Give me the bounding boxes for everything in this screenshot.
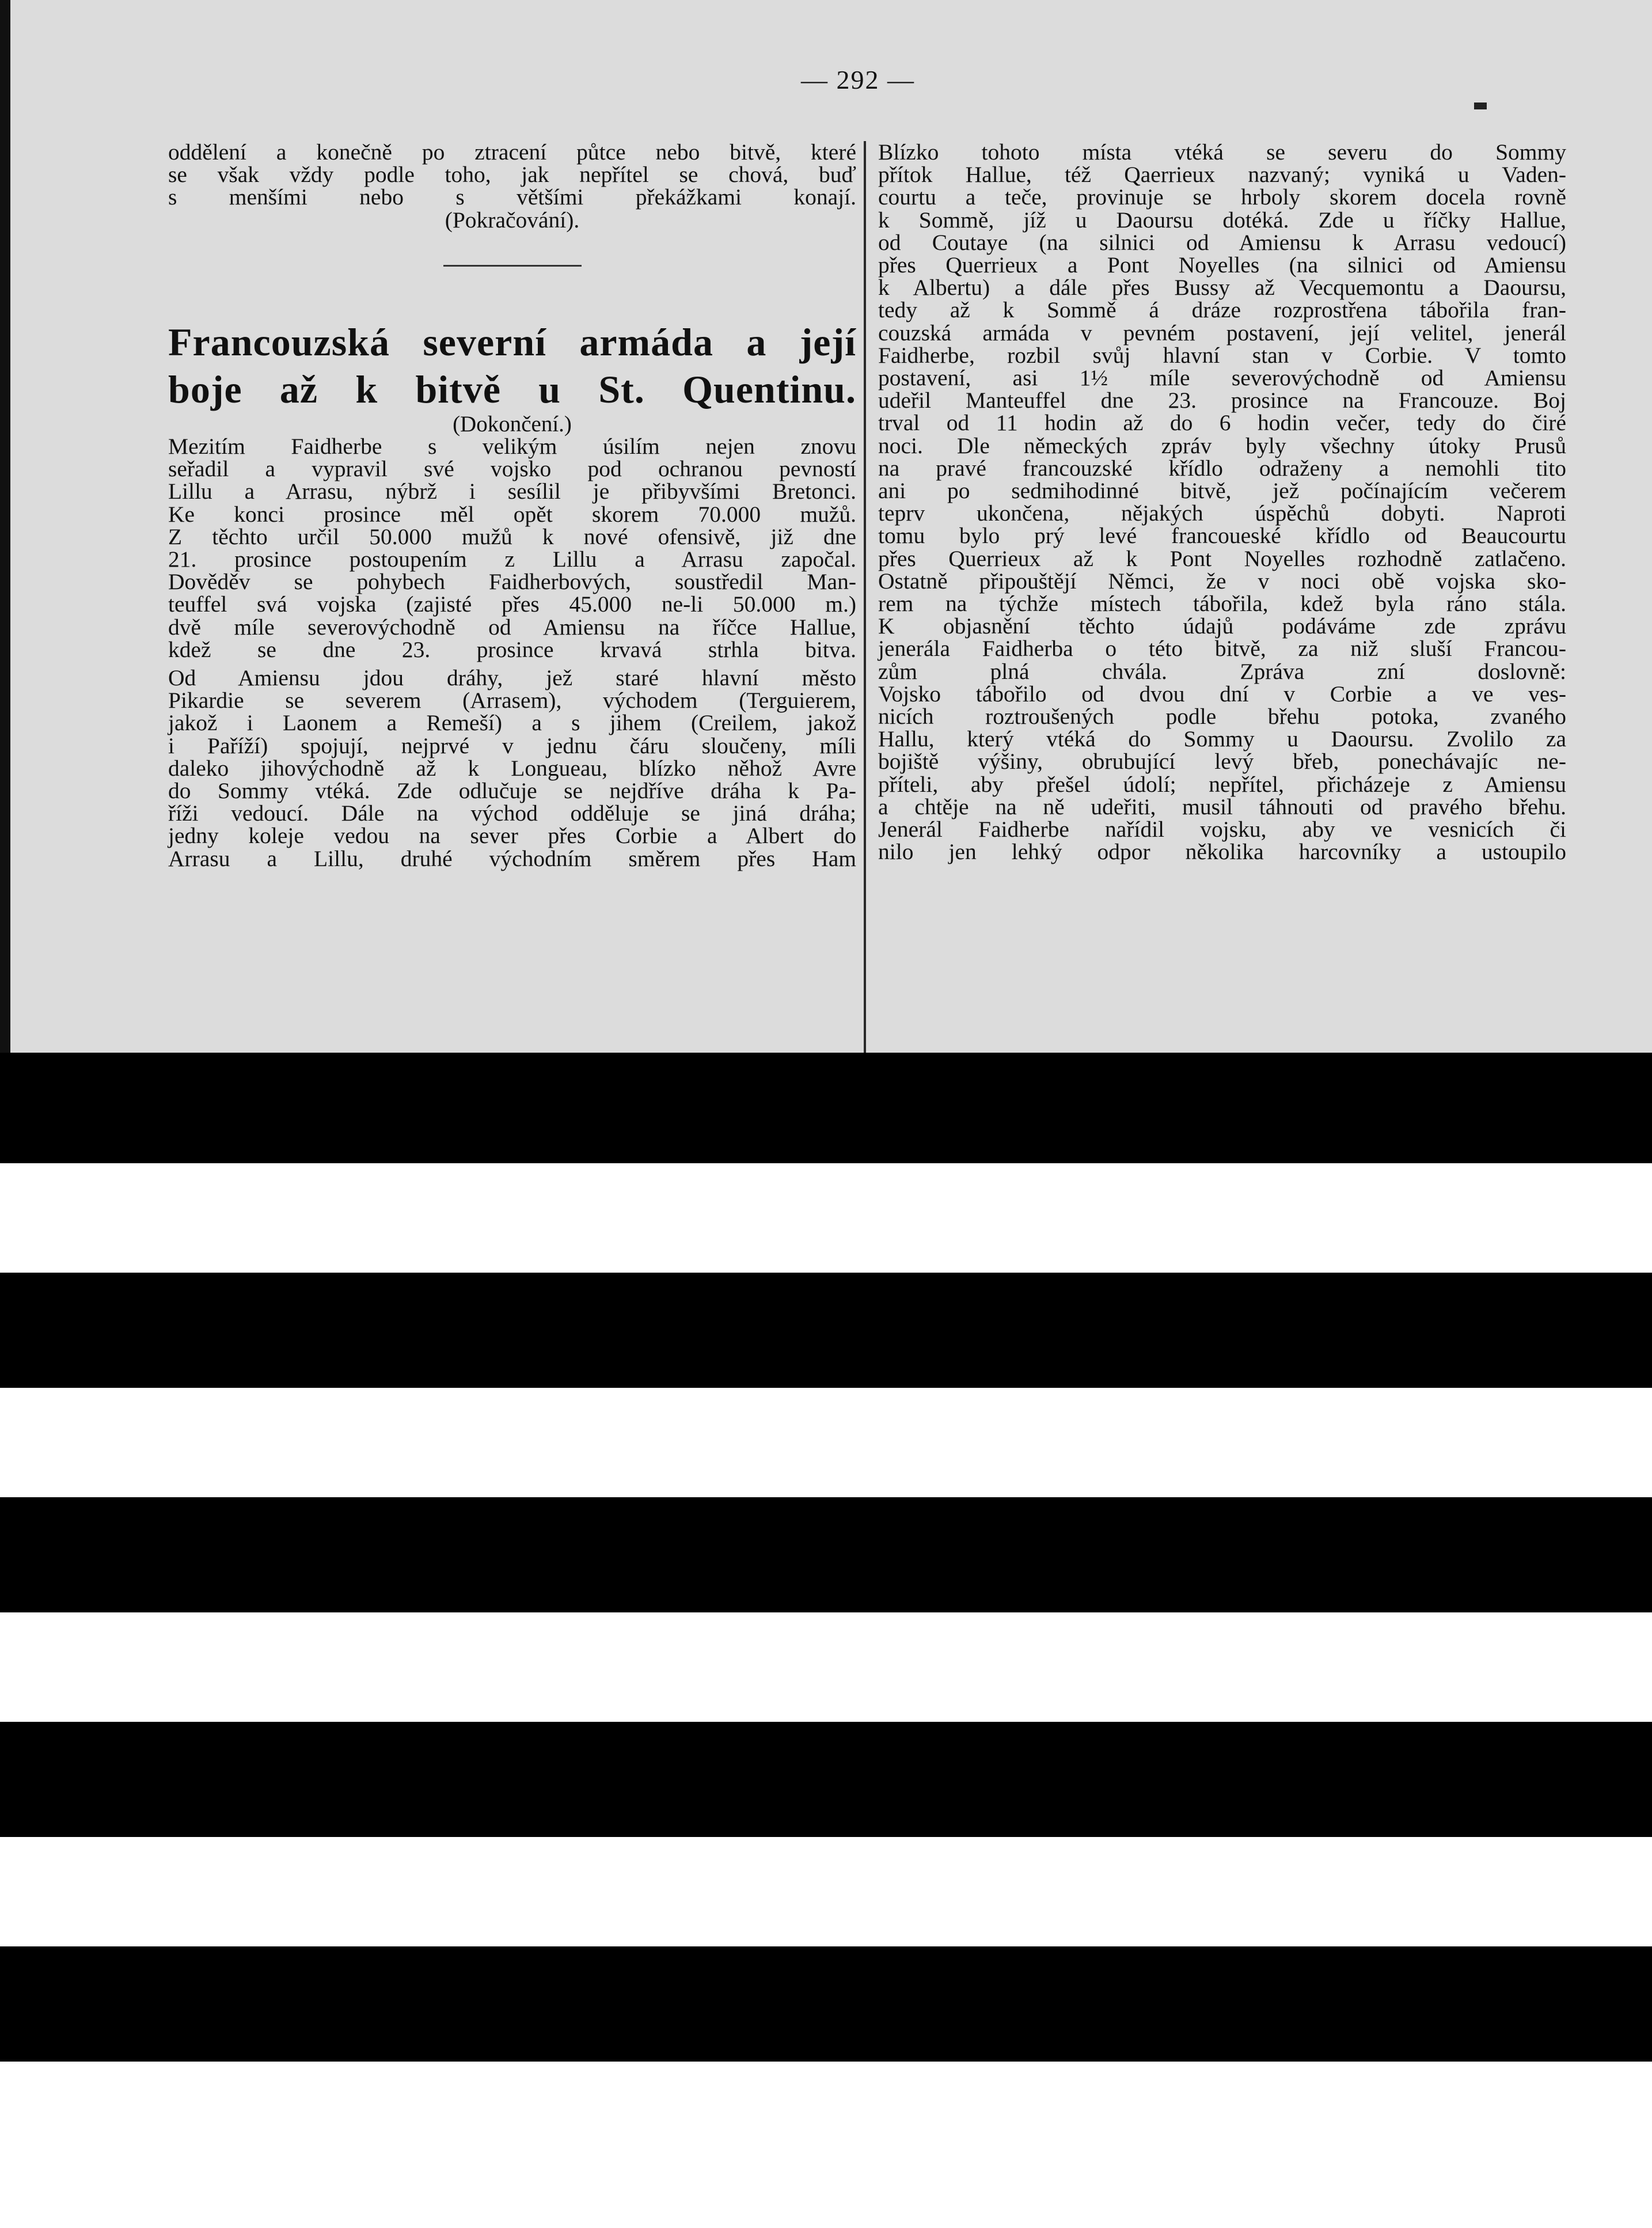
text-line: teprv ukončena, nějakých úspěchů dobyti. Naproti — [878, 500, 1566, 526]
text-line: Lillu a Arrasu, nýbrž i sesílil je přibyvšími Bretonci. — [168, 479, 856, 504]
text-line: bojiště výšiny, obrubující levý břeb, ponechávajíc ne- — [878, 749, 1566, 775]
text-line: trval od 11 hodin až do 6 hodin večer, tedy do čiré — [878, 410, 1566, 436]
article-headline — [168, 318, 856, 413]
text-line: k Albertu) a dále přes Bussy až Vecquemontu a Daoursu, — [878, 275, 1566, 301]
body-paragraph — [878, 615, 1566, 683]
section-divider — [443, 265, 582, 267]
text-line: teuffel svá vojska (zajisté přes 45.000 ne-li 50.000 m.) — [168, 591, 856, 617]
text-line: příteli, aby přešel údolí; nepřítel, přicházeje z Amiensu — [878, 771, 1566, 797]
text-line: Ke konci prosince měl opět skorem 70.000 mužů. — [168, 501, 856, 527]
body-paragraph — [168, 667, 856, 870]
text-line: oddělení a konečně po ztracení půtce nebo bitvě, které — [168, 139, 856, 165]
text-line: Blízko tohoto místa vtéká se severu do Sommy — [878, 139, 1566, 165]
text-line: i Paříží) spojují, nejprvé v jednu čáru sloučeny, míli — [168, 732, 856, 758]
text-line: nicích roztroušených podle břehu potoka, zvaného — [878, 704, 1566, 730]
text-line: Faidherbe, rozbil svůj hlavní stan v Corbie. V tomto — [878, 342, 1566, 368]
text-line: ani po sedmihodinné bitvě, jež počínajícím večerem — [878, 478, 1566, 504]
render-artifact-stripe — [0, 2062, 1652, 2228]
text-line: postavení, asi 1½ míle severovýchodně od Amiensu — [878, 365, 1566, 391]
text-line: udeřil Manteuffel dne 23. prosince na Francouze. Boj — [878, 388, 1566, 413]
text-line: říži vedoucí. Dále na východ odděluje se jiná dráha; — [168, 800, 856, 826]
text-line: přes Querrieux až k Pont Noyelles rozhodně zatlačeno. — [878, 545, 1566, 571]
left-column — [168, 141, 856, 870]
text-line: Arrasu a Lillu, druhé východním směrem přes Ham — [168, 845, 856, 871]
text-line: do Sommy vtéká. Zde odlučuje se nejdříve dráha k Pa- — [168, 778, 856, 804]
render-artifact-stripe — [0, 1163, 1652, 1273]
headline-line: boje až k bitvě u St. Quentinu. — [168, 367, 856, 411]
text-line: Jenerál Faidherbe nařídil vojsku, aby ve vesnicích či — [878, 817, 1566, 842]
text-line: jakož i Laonem a Remeší) a s jihem (Creilem, jakož — [168, 710, 856, 736]
text-line: couzská armáda v pevném postavení, její velitel, jenerál — [878, 320, 1566, 346]
text-line: courtu a teče, provinuje se hrboly skorem docela rovně — [878, 184, 1566, 210]
text-line: daleko jihovýchodně až k Longueau, blízko něhož Avre — [168, 755, 856, 781]
column-rule — [864, 141, 866, 1053]
text-line: Od Amiensu jdou dráhy, jež staré hlavní město — [168, 665, 856, 691]
render-artifact-stripe — [0, 1837, 1652, 1946]
text-line: noci. Dle německých zpráv byly všechny útoky Prusů — [878, 432, 1566, 458]
body-paragraph — [878, 141, 1566, 615]
text-line: s menšími nebo s většími překážkami konají. — [168, 184, 856, 210]
page-number: — 292 — — [801, 65, 915, 94]
text-line: od Coutaye (na silnici od Amiensu k Arrasu vedoucí) — [878, 229, 1566, 255]
text-line: k Sommě, jíž u Daoursu dotéká. Zde u říčky Hallue, — [878, 207, 1566, 233]
text-line: Mezitím Faidherbe s velikým úsilím nejen znovu — [168, 434, 856, 460]
text-line: tedy až k Sommě á dráze rozprostřena tábořila fran- — [878, 297, 1566, 323]
text-line: jedny koleje vedou na sever přes Corbie a Albert do — [168, 823, 856, 849]
text-line: přes Querrieux a Pont Noyelles (na silnici od Amiensu — [878, 252, 1566, 278]
text-line: rem na týchže místech tábořila, kdež byla ráno stála. — [878, 591, 1566, 617]
text-line: dvě míle severovýchodně od Amiensu na říčce Hallue, — [168, 614, 856, 640]
text-line: K objasnění těchto údajů podáváme zde zprávu — [878, 613, 1566, 639]
text-line: Dověděv se pohybech Faidherbových, soustředil Man- — [168, 569, 856, 595]
article-dek: (Dokončení.) — [453, 411, 572, 437]
text-line: na pravé francouzské křídlo odraženy a nemohli tito — [878, 455, 1566, 481]
text-line: přítok Hallue, též Qaerrieux nazvaný; vyniká u Vaden- — [878, 162, 1566, 188]
continued-note: (Pokračování). — [445, 207, 580, 233]
text-line: nilo jen lehký odpor několika harcovníky a ustoupilo — [878, 839, 1566, 865]
ink-mark — [1474, 103, 1487, 109]
text-line: se však vždy podle toho, jak nepřítel se chová, buď — [168, 162, 856, 188]
text-line: 21. prosince postoupením z Lillu a Arrasu započal. — [168, 546, 856, 572]
text-line: kdež se dne 23. prosince krvavá strhla bitva. — [168, 636, 856, 662]
render-artifact-stripe — [0, 1388, 1652, 1497]
body-paragraph — [168, 435, 856, 661]
text-line: jenerála Faidherba o této bitvě, za niž sluší Francou- — [878, 636, 1566, 662]
intro-paragraph — [168, 141, 856, 209]
text-line: Ostatně připouštějí Němci, že v noci obě vojska sko- — [878, 568, 1566, 594]
headline-line: Francouzská severní armáda a její — [168, 320, 856, 364]
text-line: Vojsko tábořilo od dvou dní v Corbie a ve ves- — [878, 681, 1566, 707]
render-artifact-stripe — [0, 1612, 1652, 1722]
text-line: seřadil a vypravil své vojsko pod ochranou pevností — [168, 456, 856, 482]
scanned-page — [0, 0, 1652, 1053]
text-line: Hallu, který vtéká do Sommy u Daoursu. Zvolilo za — [878, 726, 1566, 752]
text-line: Z těchto určil 50.000 mužů k nové ofensivě, již dne — [168, 523, 856, 549]
scan-edge-shadow — [0, 0, 10, 1053]
text-line: Pikardie se severem (Arrasem), východem (Terguierem, — [168, 688, 856, 713]
text-line: tomu bylo prý levé francoueské křídlo od Beaucourtu — [878, 523, 1566, 549]
text-line: a chtěje na ně udeřiti, musil táhnouti od pravého břehu. — [878, 794, 1566, 819]
text-line: zům plná chvála. Zpráva zní doslovně: — [878, 658, 1566, 684]
body-paragraph — [878, 683, 1566, 864]
right-column — [878, 141, 1566, 864]
